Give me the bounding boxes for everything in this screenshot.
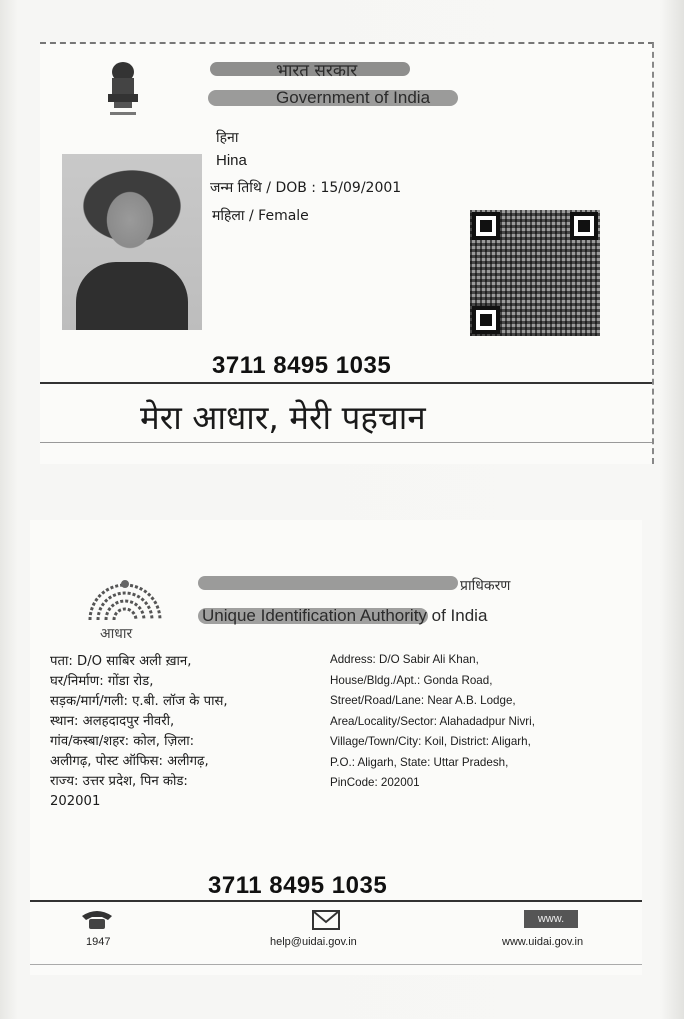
government-title-english: Government of India xyxy=(276,88,431,107)
holder-name-hindi: हिना xyxy=(216,130,239,146)
aadhaar-card-front xyxy=(40,42,654,464)
redaction-mark xyxy=(198,576,458,590)
qr-code xyxy=(470,210,600,336)
www-badge: www. xyxy=(524,910,578,928)
gender: महिला / Female xyxy=(212,208,309,224)
divider xyxy=(40,442,652,443)
address-line: सड़क/मार्ग/गली: ए.बी. लॉज के पास, xyxy=(50,694,228,709)
address-line: राज्य: उत्तर प्रदेश, पिन कोड: xyxy=(50,774,188,789)
website-url: www.uidai.gov.in xyxy=(502,936,584,948)
holder-name-english: Hina xyxy=(216,152,247,169)
aadhaar-card-back xyxy=(30,520,642,975)
address-line: 202001 xyxy=(50,794,101,809)
phone-icon xyxy=(80,908,114,930)
divider xyxy=(30,964,642,965)
address-line: Area/Locality/Sector: Alahadadpur Nivri, xyxy=(330,714,535,728)
address-line: PinCode: 202001 xyxy=(330,776,420,789)
government-title-hindi: भारत सरकार xyxy=(276,61,358,81)
slogan: मेरा आधार, मेरी पहचान xyxy=(140,398,426,437)
phone-number: 1947 xyxy=(86,936,111,948)
help-email: help@uidai.gov.in xyxy=(270,936,357,948)
address-line: गांव/कस्बा/शहर: कोल, ज़िला: xyxy=(50,734,195,749)
address-line: House/Bldg./Apt.: Gonda Road, xyxy=(330,673,493,687)
national-emblem-icon xyxy=(98,56,148,120)
address-line: पता: D/O साबिर अली ख़ान, xyxy=(50,654,192,669)
aadhaar-number: 3711 8495 1035 xyxy=(212,352,392,379)
aadhaar-logo-text: आधार xyxy=(100,626,133,642)
address-line: घर/निर्माण: गोंडा रोड, xyxy=(50,674,154,689)
address-line: Street/Road/Lane: Near A.B. Lodge, xyxy=(330,694,516,707)
date-of-birth: जन्म तिथि / DOB : 15/09/2001 xyxy=(210,180,402,196)
address-line: Address: D/O Sabir Ali Khan, xyxy=(330,653,479,666)
address-english xyxy=(330,650,630,794)
address-line: स्थान: अलहदादपुर नीवरी, xyxy=(50,714,175,729)
address-line: अलीगढ़, पोस्ट ऑफिस: अलीगढ़, xyxy=(50,754,209,769)
address-line: Village/Town/City: Koil, District: Aligarh, xyxy=(330,735,531,748)
divider xyxy=(30,900,642,902)
divider xyxy=(40,382,652,384)
authority-title-english: Unique Identification Authority of India xyxy=(202,606,488,625)
address-hindi xyxy=(50,652,330,812)
address-line: P.O.: Aligarh, State: Uttar Pradesh, xyxy=(330,755,509,769)
authority-title-hindi: प्राधिकरण xyxy=(460,578,511,594)
aadhaar-number: 3711 8495 1035 xyxy=(208,872,388,899)
holder-photo xyxy=(62,154,202,330)
mail-icon xyxy=(312,910,340,930)
